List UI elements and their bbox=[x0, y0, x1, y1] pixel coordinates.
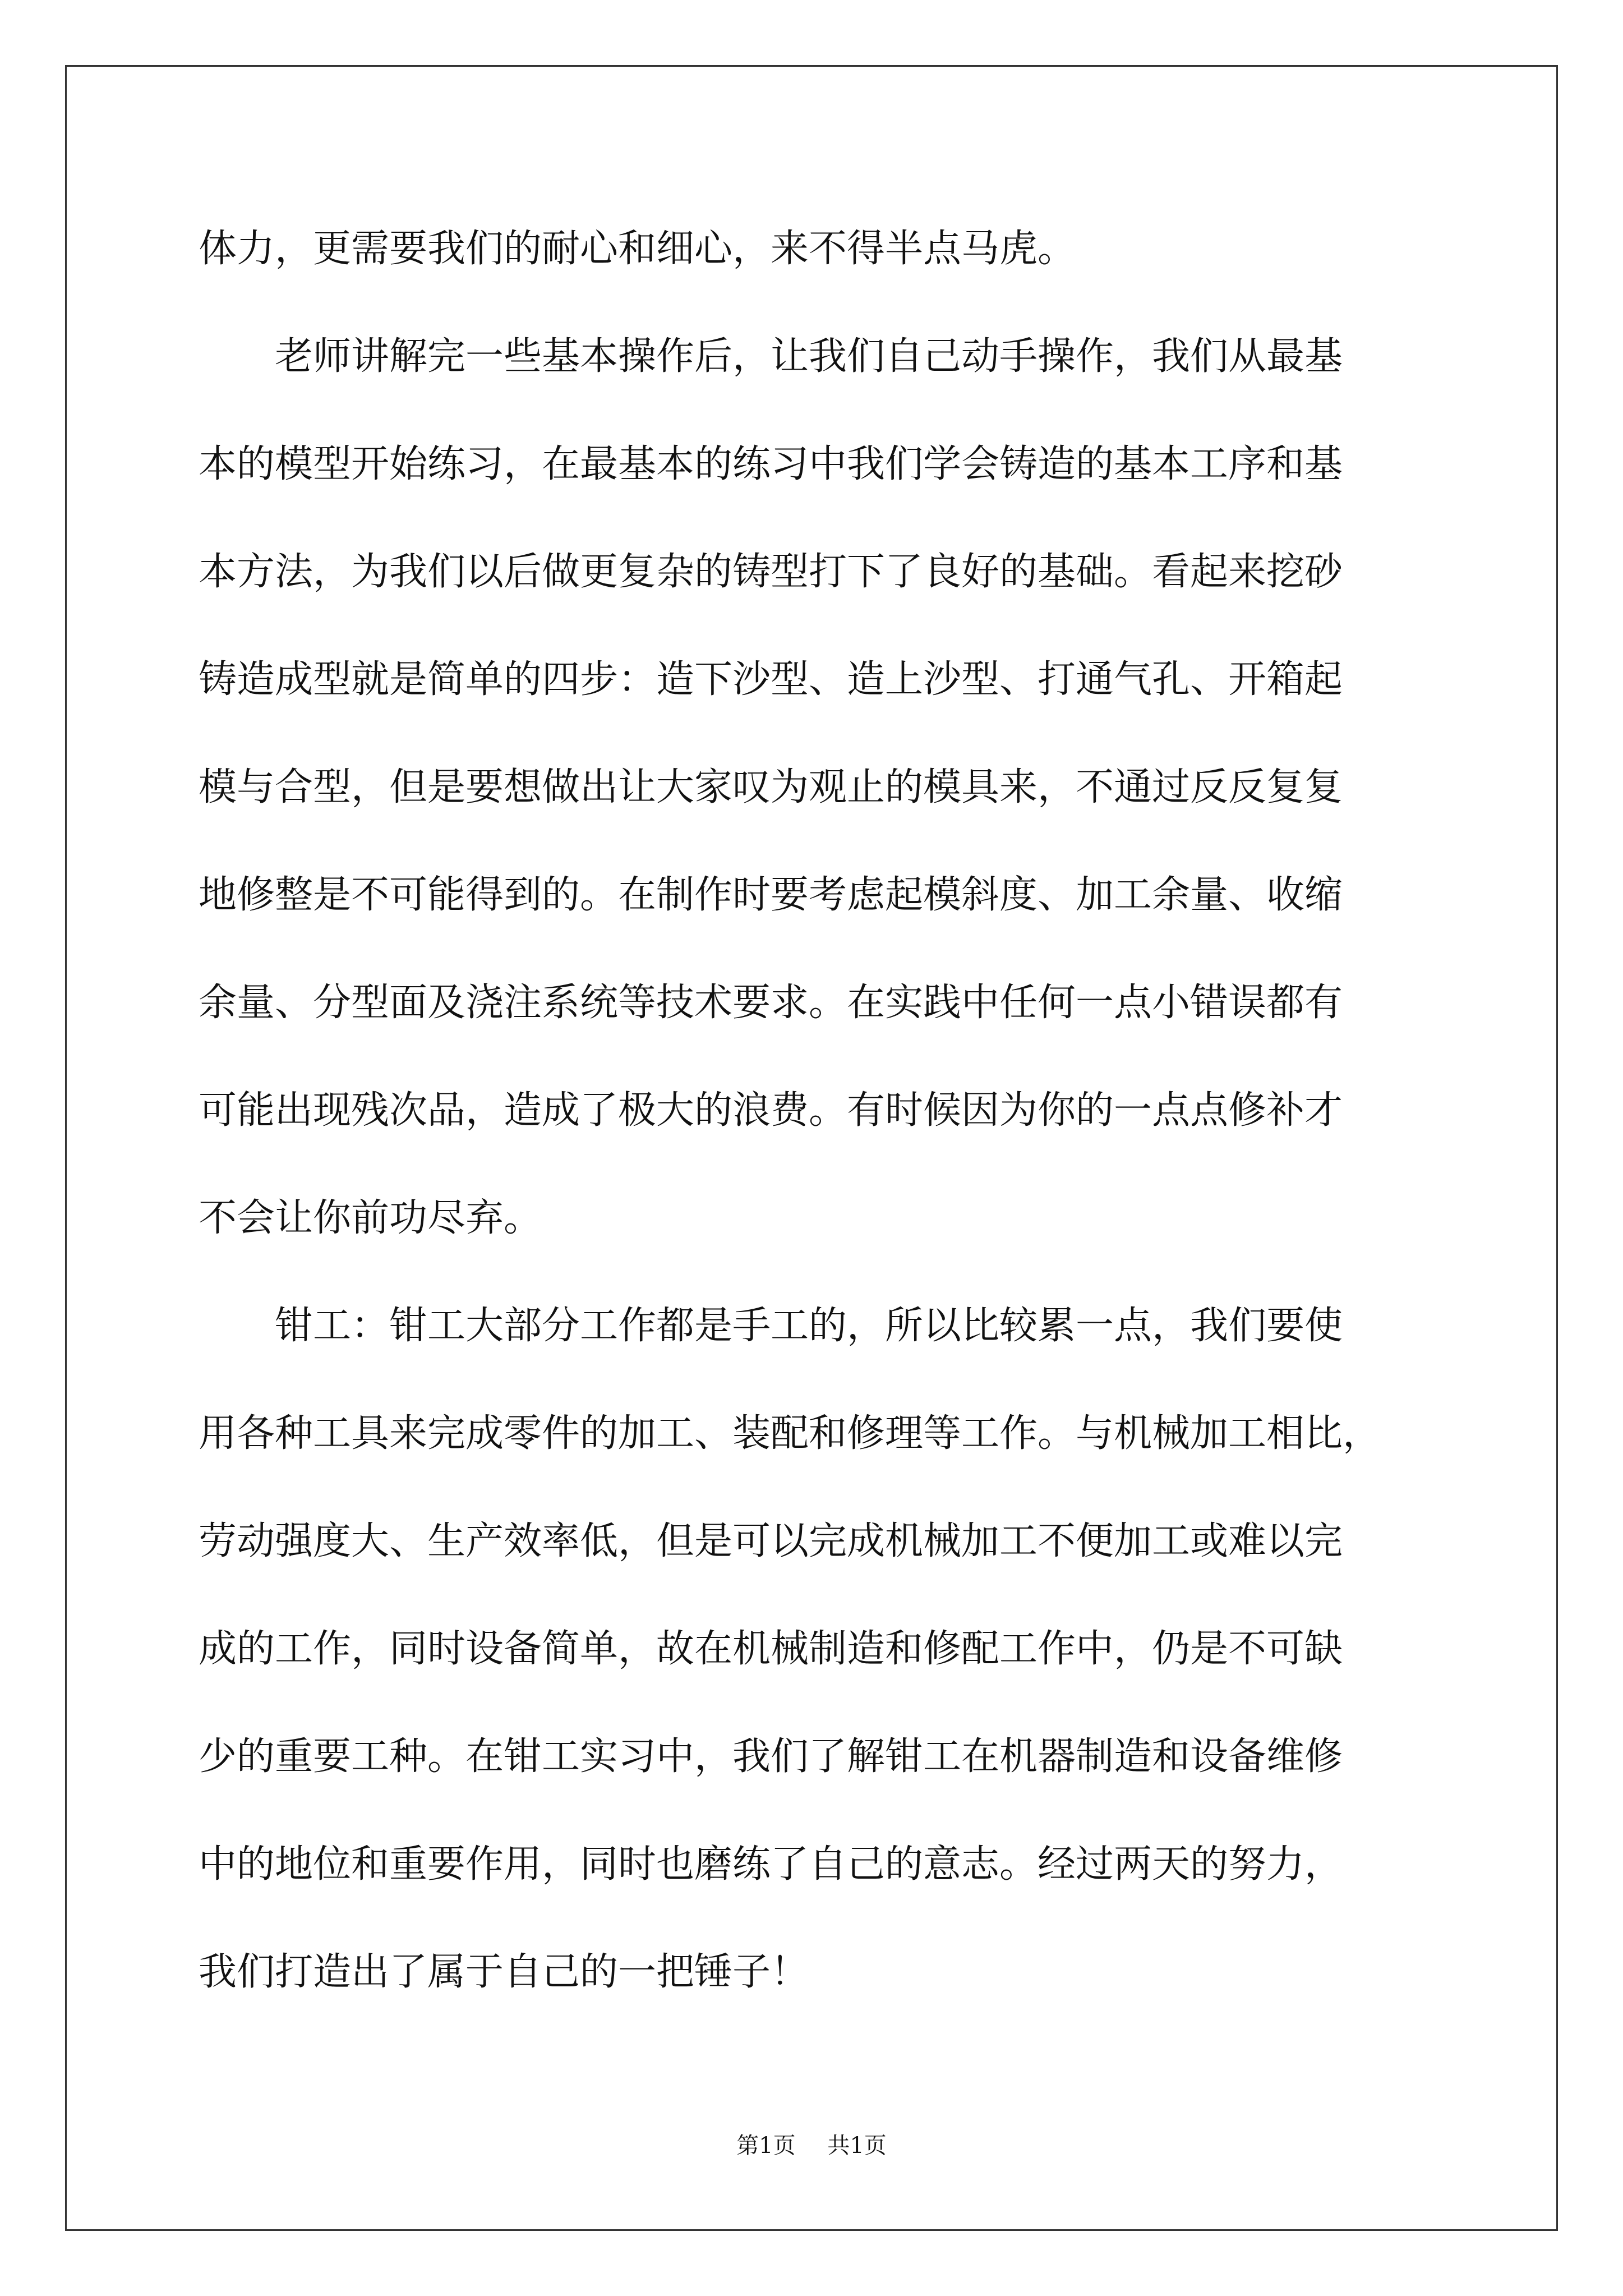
text-line: 成的工作，同时设备简单，故在机械制造和修配工作中，仍是不可缺 bbox=[199, 1627, 1343, 1671]
text-line: 劳动强度大、生产效率低，但是可以完成机械加工不便加工或难以完 bbox=[199, 1519, 1343, 1563]
text-line: 钳工：钳工大部分工作都是手工的，所以比较累一点，我们要使 bbox=[199, 1304, 1343, 1348]
text-line: 地修整是不可能得到的。在制作时要考虑起模斜度、加工余量、收缩 bbox=[199, 873, 1343, 917]
text-line: 余量、分型面及浇注系统等技术要求。在实践中任何一点小错误都有 bbox=[199, 981, 1343, 1025]
text-line: 体力，更需要我们的耐心和细心，来不得半点马虎。 bbox=[199, 227, 1076, 271]
text-line: 老师讲解完一些基本操作后，让我们自己动手操作，我们从最基 bbox=[199, 334, 1343, 379]
text-line: 中的地位和重要作用，同时也磨练了自己的意志。经过两天的努力， bbox=[199, 1842, 1343, 1887]
text-line: 少的重要工种。在钳工实习中，我们了解钳工在机器制造和设备维修 bbox=[199, 1734, 1343, 1779]
page-number-current: 第1页 bbox=[736, 2133, 796, 2159]
document-body bbox=[199, 213, 1427, 2044]
text-line: 本方法，为我们以后做更复杂的铸型打下了良好的基础。看起来挖砂 bbox=[199, 550, 1343, 594]
text-line: 我们打造出了属于自己的一把锤子！ bbox=[199, 1950, 809, 1994]
text-line: 不会让你前功尽弃。 bbox=[199, 1196, 542, 1240]
page-footer bbox=[0, 2129, 1623, 2162]
text-line: 用各种工具来完成零件的加工、装配和修理等工作。与机械加工相比， bbox=[199, 1411, 1381, 1456]
text-line: 模与合型，但是要想做出让大家叹为观止的模具来，不通过反反复复 bbox=[199, 765, 1343, 809]
text-line: 可能出现残次品，造成了极大的浪费。有时候因为你的一点点修补才 bbox=[199, 1088, 1343, 1133]
text-line: 本的模型开始练习，在最基本的练习中我们学会铸造的基本工序和基 bbox=[199, 442, 1343, 486]
text-line: 铸造成型就是简单的四步：造下沙型、造上沙型、打通气孔、开箱起 bbox=[199, 657, 1343, 702]
page-number-total: 共1页 bbox=[827, 2133, 887, 2159]
